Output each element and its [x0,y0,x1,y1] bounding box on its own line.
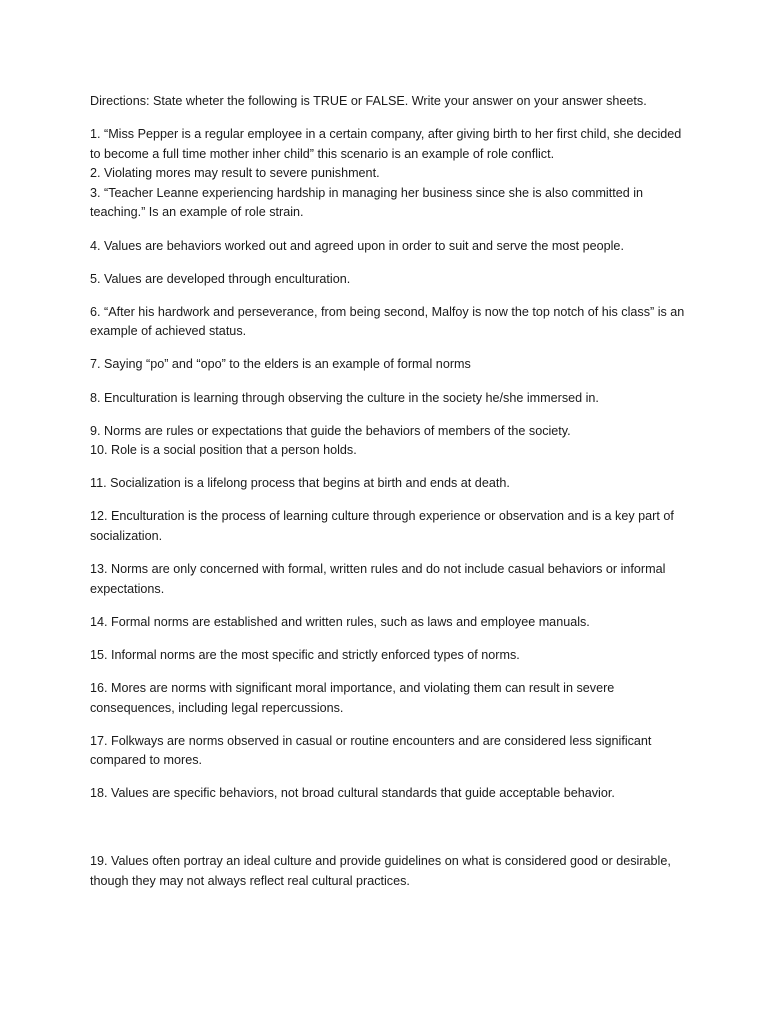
question-10: 10. Role is a social position that a person holds. [90,443,357,458]
question-17: 17. Folkways are norms observed in casual or routine encounters and are considered less significant compared to mores. [90,733,652,768]
question-18: 18. Values are specific behaviors, not broad cultural standards that guide acceptable behavior. [90,786,615,801]
question-16: 16. Mores are norms with significant moral importance, and violating them can result in severe consequences, including legal repercussions. [90,680,615,715]
question-3: 3. “Teacher Leanne experiencing hardship in managing her business since she is also committed in teaching.” Is an example of role strain. [90,185,644,220]
question-2: 2. Violating mores may result to severe punishment. [90,166,380,181]
question-7: 7. Saying “po” and “opo” to the elders is an example of formal norms [90,357,471,372]
question-group-1-3 [90,125,690,223]
document-body [90,92,690,905]
question-19: 19. Values often portray an ideal culture and provide guidelines on what is considered good or desirable, though they may not always reflect real cultural practices. [90,853,671,888]
question-13: 13. Norms are only concerned with formal, written rules and do not include casual behaviors or informal expectations. [90,562,666,596]
question-8: 8. Enculturation is learning through observing the culture in the society he/she immersed in. [90,390,599,405]
question-4: 4. Values are behaviors worked out and agreed upon in order to suit and serve the most people. [90,238,624,253]
question-6: 6. “After his hardwork and perseverance, from being second, Malfoy is now the top notch of his class” is an example of achieved status. [90,304,685,339]
question-1: 1. “Miss Pepper is a regular employee in a certain company, after giving birth to her first child, she decided to become a full time mother inher child” this scenario is an example of role conflict. [90,127,682,161]
question-11: 11. Socialization is a lifelong process that begins at birth and ends at death. [90,476,510,491]
question-14: 14. Formal norms are established and written rules, such as laws and employee manuals. [90,614,590,629]
question-5: 5. Values are developed through enculturation. [90,271,351,286]
directions-text: Directions: State wheter the following is TRUE or FALSE. Write your answer on your answer sheets. [90,94,647,108]
question-9: 9. Norms are rules or expectations that guide the behaviors of members of the society. [90,423,571,438]
question-group-9-10 [90,422,690,461]
question-15: 15. Informal norms are the most specific and strictly enforced types of norms. [90,647,520,662]
question-12: 12. Enculturation is the process of learning culture through experience or observation and is a key part of socialization. [90,509,674,543]
